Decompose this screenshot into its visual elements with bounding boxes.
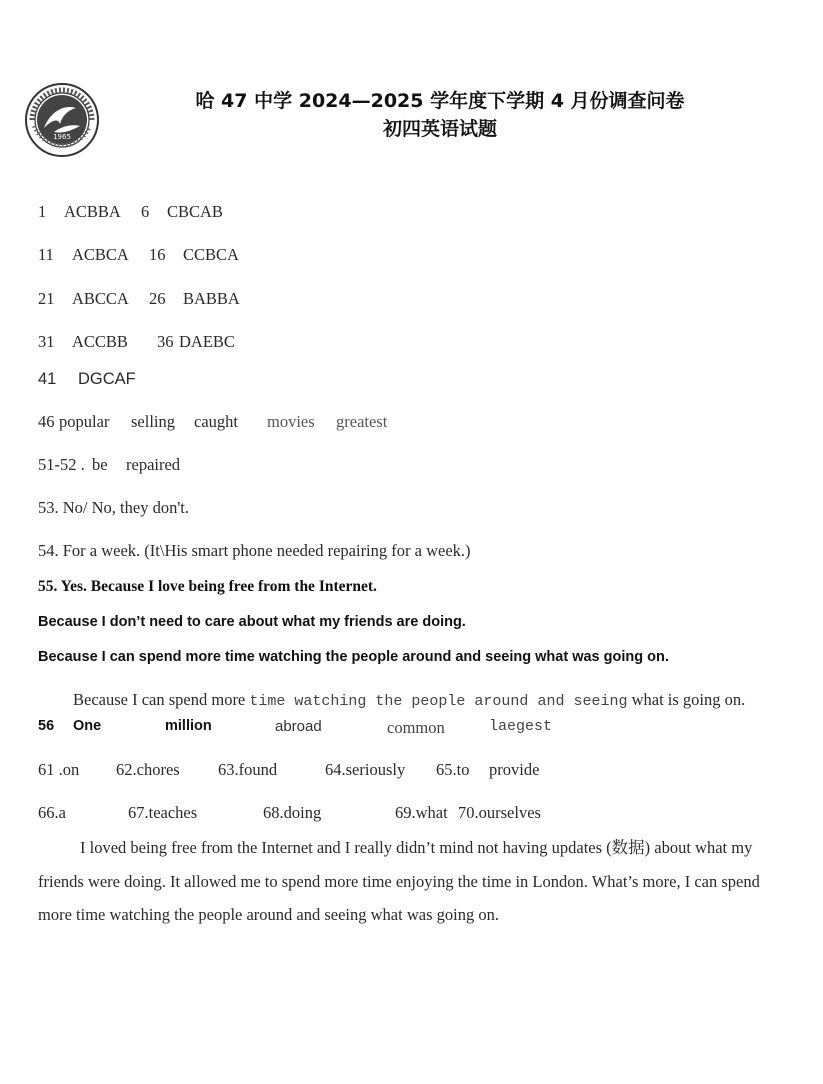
- answer-key: ACBBA: [64, 202, 121, 221]
- school-seal-icon: [24, 82, 100, 158]
- question-number: 36: [157, 332, 174, 351]
- text-part: what is going on.: [631, 690, 746, 709]
- page-title: 哈 47 中学 2024—2025 学年度下学期 4 月份调查问卷: [195, 90, 685, 112]
- question-number: 6: [141, 202, 150, 221]
- answer-word: 68.doing: [263, 803, 322, 822]
- answer-word: 61 .on: [38, 760, 80, 779]
- question-number: 11: [38, 245, 54, 264]
- answer-word: 67.teaches: [128, 803, 198, 822]
- question-number: 1: [38, 202, 47, 221]
- question-number: 51-52 .: [38, 455, 85, 474]
- answer-key: DAEBC: [179, 332, 235, 351]
- answer-row-54: 54. For a week. (It\His smart phone needed repairing for a week.): [38, 541, 471, 560]
- answer-word: common: [387, 718, 445, 737]
- answer-word: 63.found: [218, 760, 278, 779]
- answer-word: million: [165, 718, 212, 734]
- answer-key: DGCAF: [78, 370, 136, 388]
- answer-word: be: [92, 455, 108, 474]
- answer-word: One: [73, 718, 102, 734]
- answer-key: CCBCA: [183, 245, 239, 264]
- answer-word: popular: [59, 412, 110, 431]
- answer-row-53: 53. No/ No, they don't.: [38, 498, 190, 517]
- answer-row-55-c: Because I can spend more time watching the people around and seeing what was going on.: [38, 649, 669, 665]
- answer-row-55-d: [73, 690, 745, 710]
- answer-word: movies: [267, 412, 315, 431]
- answer-row-55: 55. Yes. Because I love being free from the Internet.: [38, 578, 377, 595]
- answer-key: ABCCA: [72, 289, 129, 308]
- question-number: 31: [38, 332, 55, 351]
- answer-word: laegest: [489, 718, 553, 735]
- answer-word: 65.to: [436, 760, 470, 779]
- question-number: 56: [38, 718, 55, 734]
- writing-paragraph: I loved being free from the Internet and I really didn’t mind not having updates (数据) about what my friends were doing. It allowed me to spend more time enjoying the time in London. What’s more, I can spend more time watching the people around and seeing what was going on.: [38, 838, 760, 924]
- answer-word: selling: [131, 412, 175, 431]
- answer-word: greatest: [336, 412, 388, 431]
- question-number: 46: [38, 412, 55, 431]
- answer-key: ACBCA: [72, 245, 129, 264]
- answer-word: 70.ourselves: [458, 803, 541, 822]
- answer-key: ACCBB: [72, 332, 128, 351]
- answer-word: provide: [489, 760, 540, 779]
- question-number: 21: [38, 289, 55, 308]
- question-number: 41: [38, 370, 57, 388]
- question-number: 16: [149, 245, 166, 264]
- answer-key: CBCAB: [167, 202, 223, 221]
- answer-word: 64.seriously: [325, 760, 406, 779]
- answer-word: 66.a: [38, 803, 66, 822]
- answer-row-55-b: Because I don’t need to care about what my friends are doing.: [38, 614, 466, 630]
- text-part: Because I can spend more: [73, 690, 246, 709]
- answer-word: caught: [194, 412, 238, 431]
- answer-word: repaired: [126, 455, 181, 474]
- question-number: 26: [149, 289, 166, 308]
- page-subtitle: 初四英语试题: [382, 118, 497, 140]
- answer-word: 62.chores: [116, 760, 180, 779]
- answer-key: BABBA: [183, 289, 240, 308]
- answer-word: 69.what: [395, 803, 448, 822]
- text-part: time watching the people around and seeing: [249, 693, 628, 710]
- answer-word: abroad: [275, 718, 322, 735]
- logo-year: 1965: [53, 133, 71, 141]
